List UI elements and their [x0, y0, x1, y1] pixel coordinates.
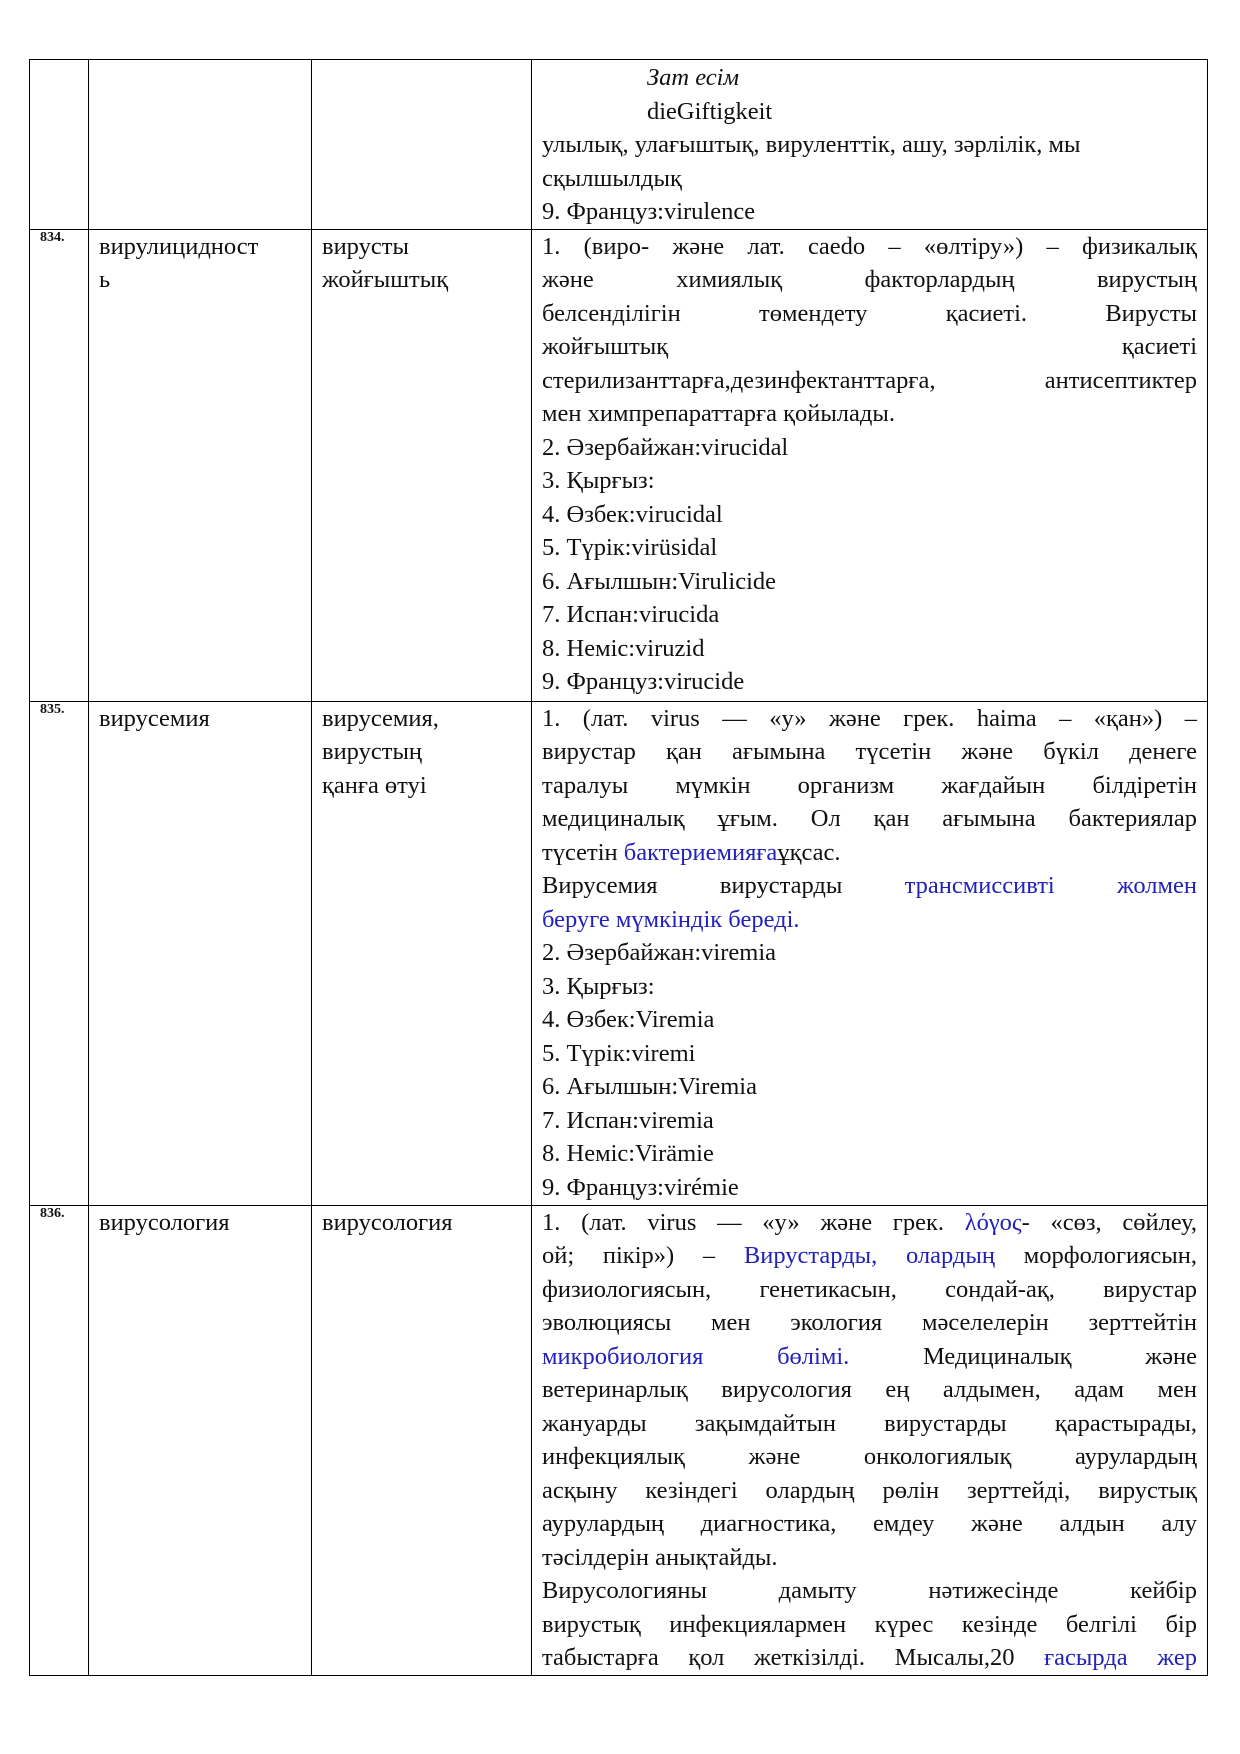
definition-line: асқыну кезіндегі олардың рөлін зерттейді, вирустық [542, 1476, 1197, 1504]
definition-line [542, 869, 1197, 903]
definition-line [542, 1206, 1197, 1240]
translation-english: 6. Ағылшын:Virulicide [542, 567, 777, 595]
entry-number: 834. [30, 229, 89, 701]
translation-uzbek: 4. Өзбек:virucidal [542, 500, 723, 528]
entry-kazakh [312, 60, 532, 230]
entry-definition [532, 1205, 1208, 1675]
translation-french: 9. Француз:virémie [542, 1173, 739, 1201]
translation-uzbek: 4. Өзбек:Viremia [542, 1006, 715, 1033]
century-link[interactable]: ғасырда жер [1044, 1644, 1197, 1671]
text-span: ұқсас. [777, 838, 841, 866]
entry-definition [532, 701, 1208, 1205]
term-line: вирулицидност [99, 232, 259, 260]
table-row [30, 701, 1208, 1205]
entry-term [89, 229, 312, 701]
text-span: ой; пікір») – [542, 1242, 744, 1269]
definition-line: жойғыштық қасиеті [542, 333, 1197, 360]
kazakh-line: вирусты [322, 232, 409, 260]
text-span: Медициналық және [849, 1342, 1197, 1370]
entry-number: 836. [30, 1205, 89, 1675]
bacteremia-link[interactable]: бактериемияға [623, 838, 778, 866]
entry-term [89, 701, 312, 1205]
definition-line: улылық, улағыштық, вируленттік, ашу, зәрлілік, мы [542, 131, 1081, 158]
logos-link[interactable]: λόγος [964, 1208, 1022, 1236]
entry-number: 835. [30, 701, 89, 1205]
definition-line [542, 903, 1197, 937]
translation-german: 8. Неміс:Virämie [542, 1140, 714, 1167]
translation-english: 6. Ағылшын:Viremia [542, 1073, 757, 1100]
french-translation: 9. Француз:virulence [542, 198, 756, 225]
definition-line: вирустар қан ағымына түсетін және бүкіл денеге [542, 738, 1197, 765]
text-span: 1. (лат. virus — «у» және грек. [542, 1208, 965, 1236]
entry-kazakh [312, 229, 532, 701]
definition-line: сқылшылдық [542, 164, 682, 192]
kazakh-line: вирустың [322, 738, 423, 765]
translation-french: 9. Француз:virucide [542, 668, 745, 695]
definition-line [542, 836, 1197, 870]
definition-line: физиологиясын, генетикасын, сондай-ақ, вирустар [542, 1275, 1197, 1303]
definition-line: белсенділігін төмендету қасиеті. Вирусты [542, 299, 1197, 327]
dictionary-table [29, 59, 1208, 1676]
translation-turkish: 5. Түрік:viremi [542, 1039, 696, 1067]
entry-kazakh [312, 701, 532, 1205]
part-of-speech: Зат есім [647, 64, 740, 91]
entry-term [89, 1205, 312, 1675]
definition-line: және химиялық факторлардың вирустың [542, 266, 1197, 293]
definition-line: вирустық инфекциялармен күрес кезінде белгілі бір [542, 1610, 1197, 1638]
translation-german: 8. Неміс:viruzid [542, 634, 705, 662]
entry-kazakh [312, 1205, 532, 1675]
entry-term [89, 60, 312, 230]
table-row [30, 229, 1208, 701]
text-span: морфологиясын, [994, 1242, 1197, 1269]
translation-azerbaijani: 2. Әзербайжан:viremia [542, 939, 776, 966]
text-span: Вирусемия вирустарды [542, 872, 905, 899]
kazakh-line: жойғыштық [322, 266, 449, 293]
kazakh-line: қанға өтуі [322, 771, 427, 799]
definition-line: эволюциясы мен экология мәселелерін зерттейтін [542, 1309, 1197, 1336]
definition-line: 1. (лат. virus — «у» және грек. haima – «қан») – [542, 704, 1197, 732]
term-line: вирусология [99, 1208, 230, 1236]
translation-azerbaijani: 2. Әзербайжан:virucidal [542, 433, 789, 461]
german-word: dieGiftigkeit [647, 97, 773, 125]
translation-kyrgyz: 3. Қырғыз: [542, 972, 655, 1000]
translation-turkish: 5. Түрік:virüsidal [542, 534, 718, 561]
kazakh-line: вирусемия, [322, 704, 439, 732]
translation-spanish: 7. Испан:virucida [542, 601, 720, 628]
definition-line: Вирусологияны дамыту нәтижесінде кейбір [542, 1577, 1197, 1604]
viruses-link[interactable]: Вирустарды, олардың [743, 1242, 995, 1269]
definition-line [542, 1239, 1197, 1273]
definition-line [542, 1340, 1197, 1374]
definition-line: таралуы мүмкін организм жағдайын білдіретін [542, 771, 1197, 799]
entry-definition [532, 60, 1208, 230]
definition-line: тәсілдерін анықтайды. [542, 1543, 778, 1571]
text-span: түсетін [542, 838, 624, 866]
definition-line [542, 1641, 1197, 1675]
definition-line: медициналық ұғым. Ол қан ағымына бактериялар [542, 805, 1197, 832]
text-span: табыстарға қол жеткізілді. Мысалы,20 [542, 1644, 1045, 1671]
translation-kyrgyz: 3. Қырғыз: [542, 467, 655, 494]
definition-line: аурулардың диагностика, емдеу және алдын алу [542, 1510, 1197, 1537]
entry-number [30, 60, 89, 230]
transmissive-link[interactable]: трансмиссивті жолмен [904, 872, 1197, 899]
text-span: - «сөз, сөйлеу, [1021, 1208, 1197, 1236]
definition-line: стерилизанттарға,дезинфектанттарға, антисептиктер [542, 366, 1197, 394]
translation-spanish: 7. Испан:viremia [542, 1106, 714, 1134]
term-line: ь [99, 266, 111, 293]
definition-line: инфекциялық және онкологиялық аурулардың [542, 1443, 1197, 1470]
definition-line: 1. (виро- және лат. caedo – «өлтіру») – физикалық [542, 232, 1197, 260]
table-row [30, 1205, 1208, 1675]
transmissive-link-continued[interactable]: беруге мүмкіндік береді. [542, 905, 800, 933]
term-line: вирусемия [99, 704, 210, 732]
kazakh-line: вирусология [322, 1208, 453, 1236]
entry-definition [532, 229, 1208, 701]
table-row [30, 60, 1208, 230]
microbiology-link[interactable]: микробиология бөлімі. [542, 1342, 850, 1370]
definition-line: жануарды зақымдайтын вирустарды қарастырады, [542, 1409, 1197, 1437]
definition-line: мен химпрепараттарға қойылады. [542, 400, 895, 427]
definition-line: ветеринарлық вирусология ең алдымен, адам мен [542, 1376, 1197, 1403]
